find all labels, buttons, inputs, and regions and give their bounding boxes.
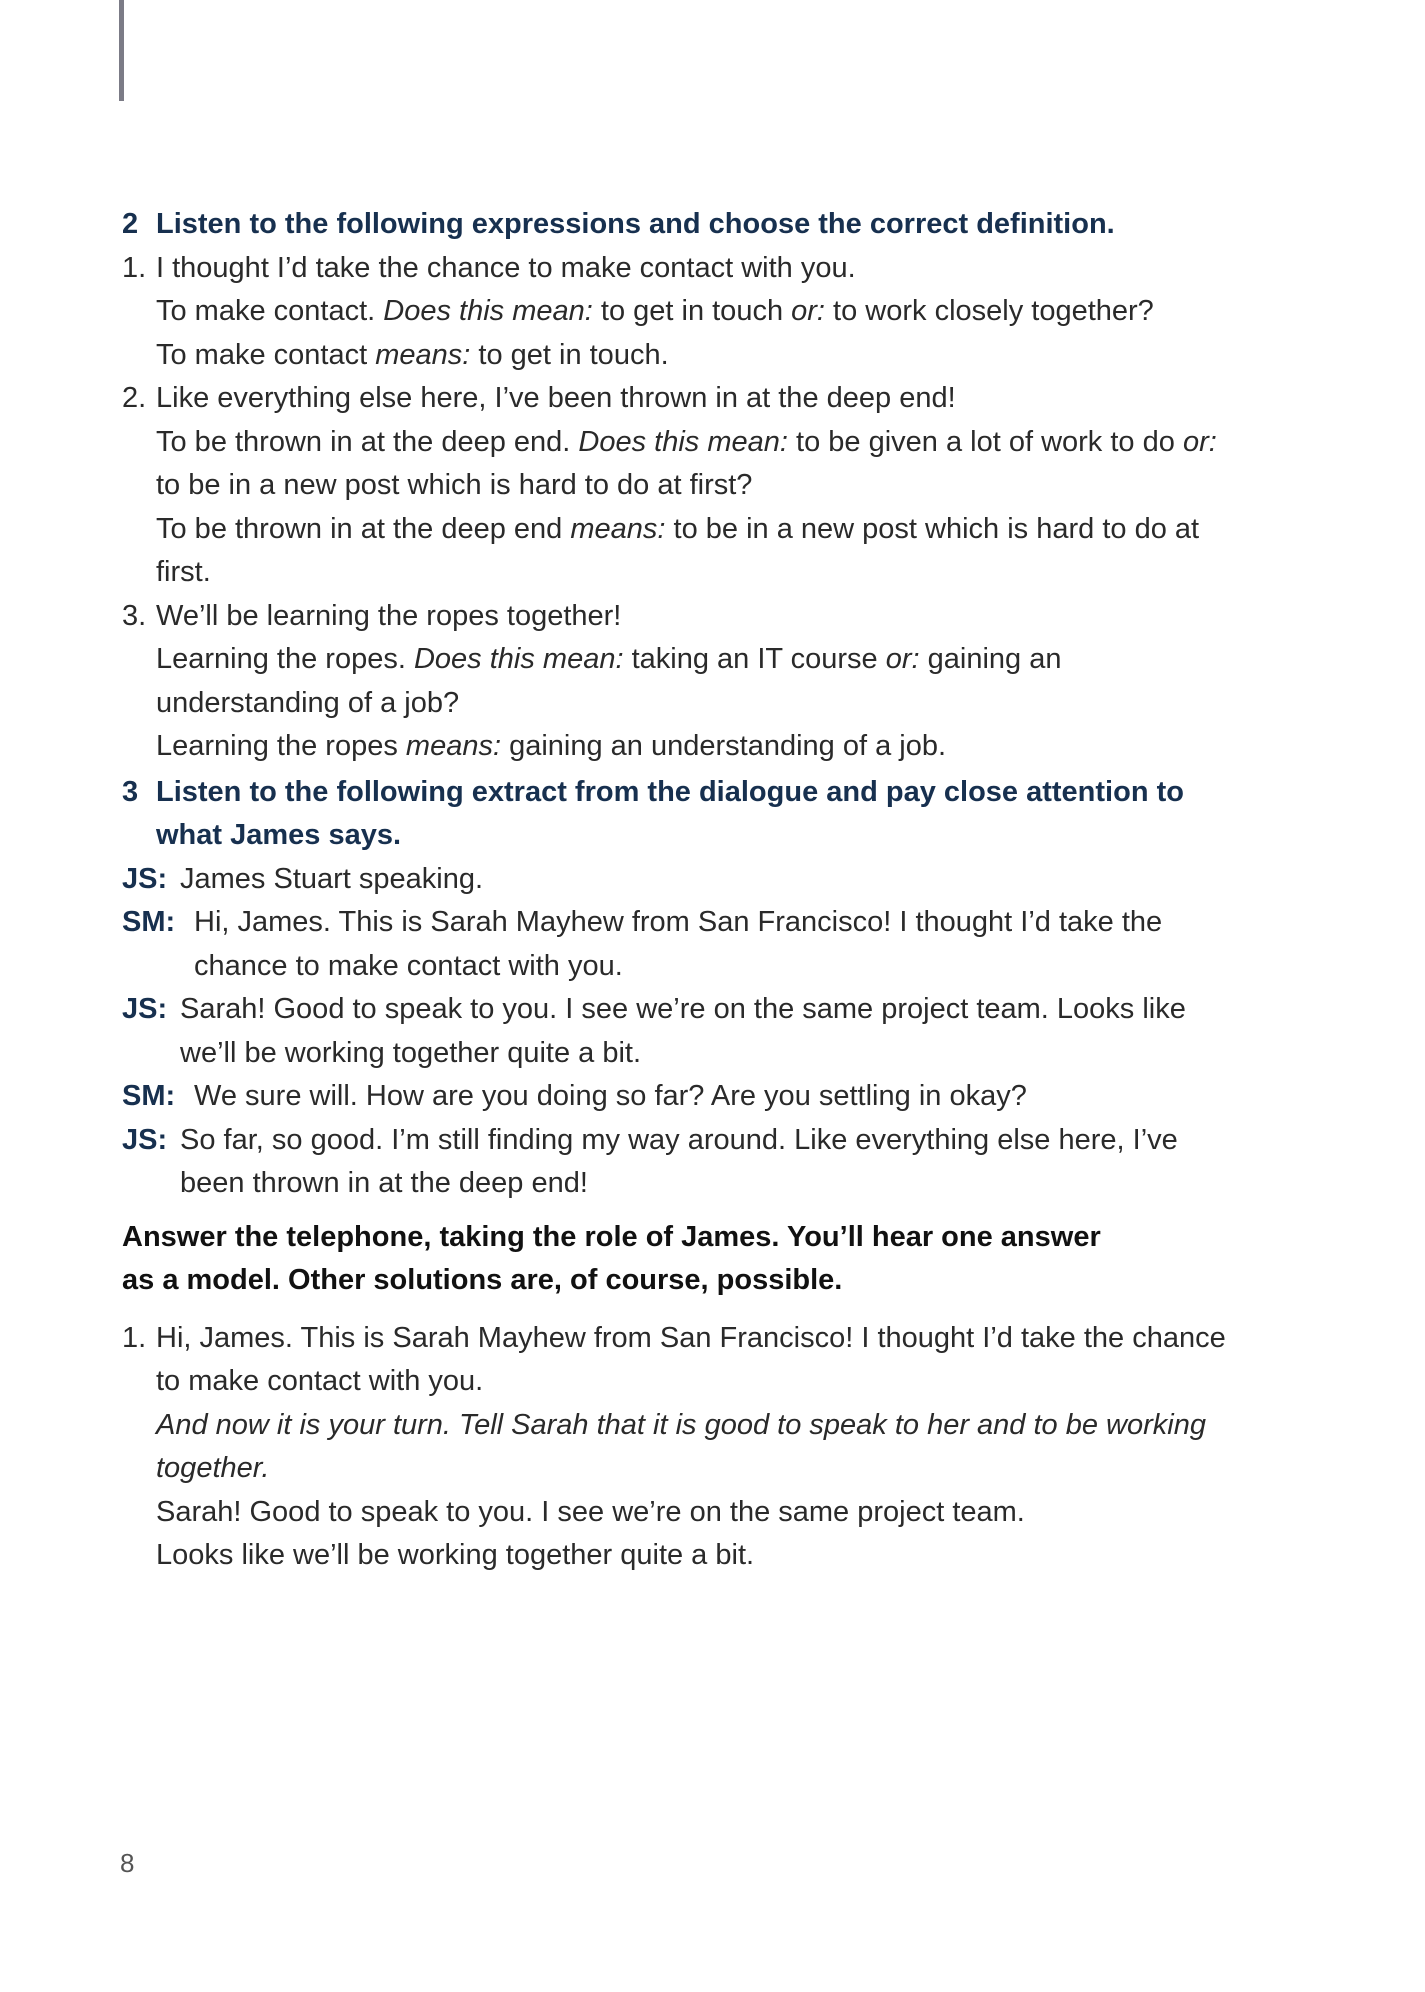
page-number: 8 (120, 1848, 135, 1878)
dialogue-line (122, 901, 1242, 988)
section-number: 2 (122, 208, 139, 240)
item-quote: We’ll be learning the ropes together! (156, 599, 622, 632)
item-answer: To be thrown in at the deep end means: to be in a new post which is hard to do at first. (156, 512, 1200, 588)
speaker-label: JS: (122, 862, 168, 895)
item-question: To be thrown in at the deep end. Does this mean: to be given a lot of work to do or: to be in a new post which is hard to do at first? (156, 425, 1217, 501)
dialogue-text: Hi, James. This is Sarah Mayhew from San Francisco! I thought I’d take the chance to make contact with you. (194, 906, 1163, 982)
section-2-heading (122, 203, 1242, 247)
list-item (122, 247, 1242, 378)
dialogue-line (122, 1119, 1242, 1206)
item-answer: To make contact means: to get in touch. (156, 338, 669, 371)
section-heading-text: Listen to the following extract from the dialogue and pay close attention to what James says. (156, 775, 1184, 851)
speaker-label: SM: (122, 906, 176, 938)
item-question: To make contact. Does this mean: to get in touch or: to work closely together? (156, 295, 1154, 327)
item-quote: I thought I’d take the chance to make contact with you. (156, 251, 856, 284)
task-prompt: Answer the telephone, taking the role of James. You’ll hear one answer as a model. Other solutions are, of course, possible. (122, 1220, 1101, 1296)
item-number: 3. (122, 599, 147, 632)
page-content (122, 203, 1242, 1578)
item-number: 1. (122, 251, 147, 284)
speaker-label: JS: (122, 993, 168, 1025)
speaker-label: JS: (122, 1123, 168, 1156)
item-quote: Hi, James. This is Sarah Mayhew from San Francisco! I thought I’d take the chance to make contact with you. (156, 1321, 1226, 1397)
dialogue-line (122, 988, 1242, 1075)
item-quote: Like everything else here, I’ve been thrown in at the deep end! (156, 382, 956, 414)
item-answer: Sarah! Good to speak to you. I see we’re on the same project team. (156, 1495, 1025, 1528)
item-number: 2. (122, 382, 147, 414)
list-item (122, 595, 1242, 769)
item-instruction: And now it is your turn. Tell Sarah that it is good to speak to her and to be working together. (156, 1408, 1206, 1484)
dialogue-text: James Stuart speaking. (180, 862, 484, 895)
dialogue-line (122, 858, 1242, 902)
list-item (122, 1317, 1242, 1578)
list-item (122, 377, 1242, 595)
dialogue-line (122, 1075, 1242, 1119)
item-number: 1. (122, 1321, 147, 1354)
item-question: Learning the ropes. Does this mean: taking an IT course or: gaining an understanding of a job? (156, 643, 1062, 719)
section-heading-text: Listen to the following expressions and choose the correct definition. (156, 208, 1115, 240)
section-number: 3 (122, 775, 139, 808)
item-answer: Learning the ropes means: gaining an understanding of a job. (156, 730, 947, 762)
section-3-heading (122, 771, 1242, 858)
item-answer: Looks like we’ll be working together quite a bit. (156, 1539, 755, 1571)
dialogue-text: We sure will. How are you doing so far? Are you settling in okay? (194, 1080, 1027, 1112)
dialogue-text: So far, so good. I’m still finding my way around. Like everything else here, I’ve been thrown in at the deep end! (180, 1123, 1178, 1199)
speaker-label: SM: (122, 1080, 176, 1112)
margin-bar (119, 0, 124, 101)
dialogue-text: Sarah! Good to speak to you. I see we’re on the same project team. Looks like we’ll be working together quite a bit. (180, 993, 1186, 1069)
